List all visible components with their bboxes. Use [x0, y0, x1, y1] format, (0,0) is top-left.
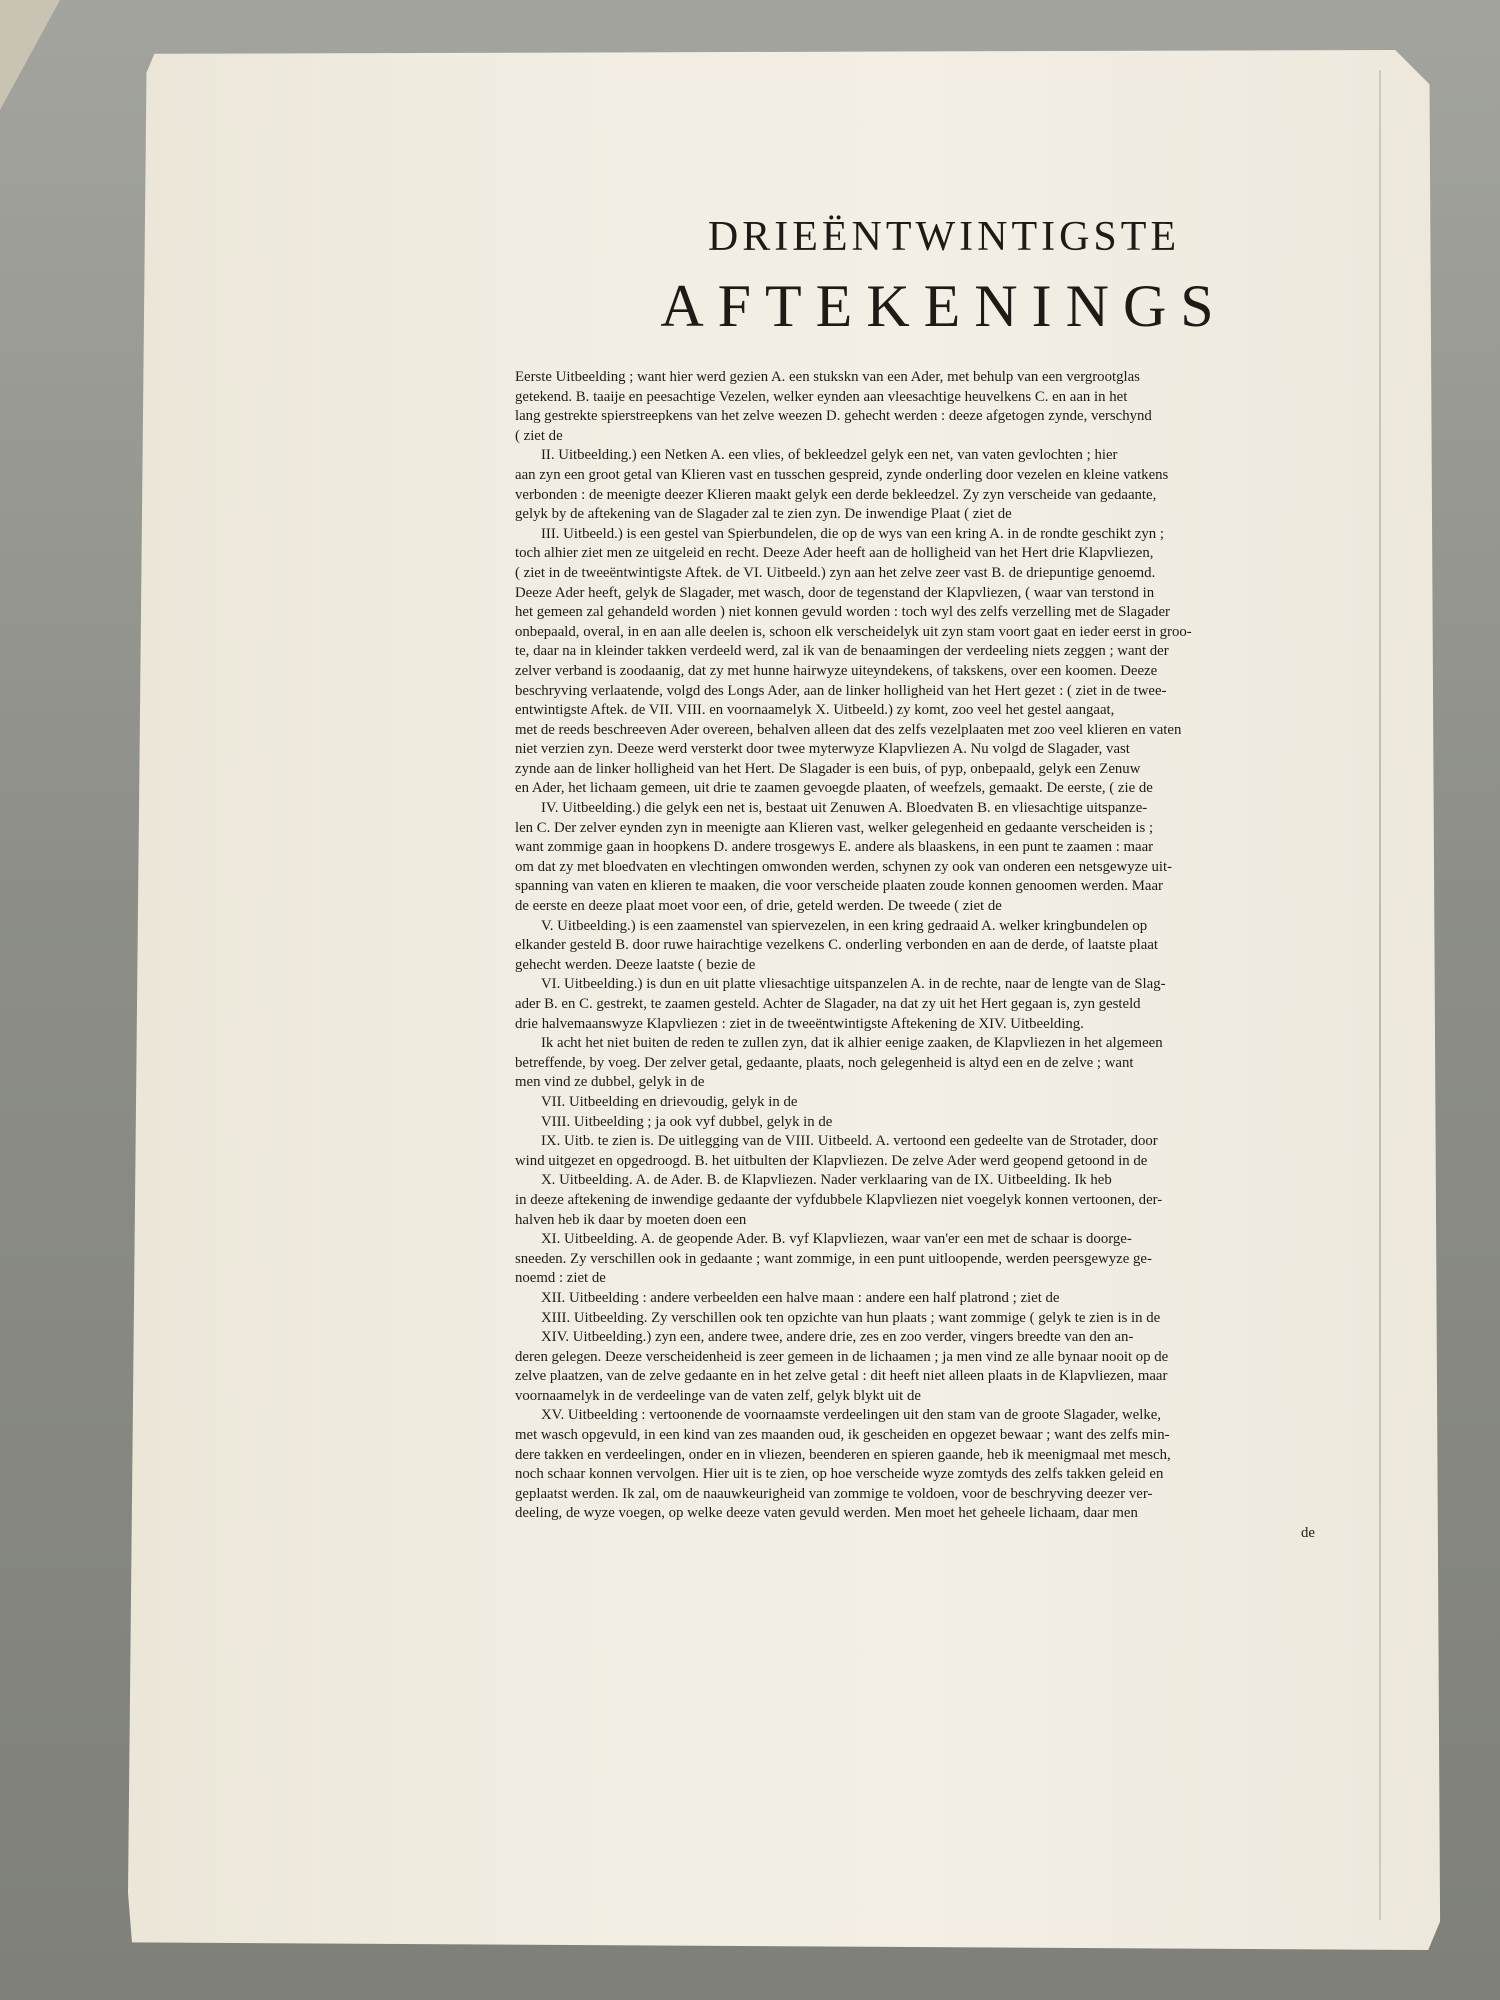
- text-line: men vind ze dubbel, gelyk in de: [515, 1074, 705, 1091]
- text-line: VII. Uitbeelding en drievoudig, gelyk in de: [541, 1093, 798, 1110]
- text-line: halven heb ik daar by moeten doen een: [515, 1211, 747, 1228]
- text-line: ( ziet in de tweeëntwintigste Aftek. de VI. Uitbeeld.) zyn aan het zelve zeer vast B. de driepuntige genoemd.: [515, 564, 1156, 581]
- text-line: getekend. B. taaije en peesachtige Vezelen, welker eynden aan vleesachtige heuvelkens C. en aan in het: [515, 388, 1128, 405]
- text-line: gehecht werden. Deeze laatste ( bezie de: [515, 956, 756, 973]
- text-line: deren gelegen. Deeze verscheidenheid is zeer gemeen in de lichaamen ; ja men vind ze alle bynaar nooit op de: [515, 1348, 1169, 1365]
- text-line: elkander gesteld B. door ruwe hairachtige vezelkens C. onderling verbonden en aan de derde, of laatste plaat: [515, 937, 1158, 954]
- text-line: de eerste en deeze plaat moet voor een, of drie, geteld werden. De tweede ( ziet de: [515, 898, 1002, 915]
- title-line-1: DRIEËNTWINTIGSTE: [707, 214, 1181, 260]
- text-line: zynde aan de linker holligheid van het Hert. De Slagader is een buis, of pyp, onbepaald, gelyk een Zenuw: [515, 760, 1141, 777]
- text-line: met de reeds beschreeven Ader overeen, behalven alleen dat des zelfs vezelplaaten met zoo veel klieren en vaten: [515, 721, 1182, 738]
- text-block: [515, 210, 1315, 1544]
- text-line: noemd : ziet de: [515, 1270, 606, 1287]
- body-text: [515, 368, 1315, 1544]
- text-line: niet verzien zyn. Deeze werd versterkt door twee myterwyze Klapvliezen A. Nu volgd de Slagader, vast: [515, 741, 1130, 758]
- text-line: verbonden : de meenigte deezer Klieren maakt gelyk een derde bekleedzel. Zy zyn verscheide van gedaante,: [515, 486, 1157, 503]
- text-line: dere takken en verdeelingen, onder en in vliezen, beenderen en spieren gaande, heb ik meenigmaal met mesch,: [515, 1446, 1171, 1463]
- text-line: lang gestrekte spierstreepkens van het zelve weezen D. gehecht werden : deeze afgetogen zynde, verschynd: [515, 408, 1152, 425]
- text-line: XI. Uitbeelding. A. de geopende Ader. B. vyf Klapvliezen, waar van'er een met de schaar is doorge-: [541, 1231, 1132, 1248]
- text-line: ader B. en C. gestrekt, te zaamen gesteld. Achter de Slagader, na dat zy uit het Hert gegaan is, zyn gesteld: [515, 996, 1141, 1012]
- text-line: drie halvemaanswyze Klapvliezen : ziet in de tweeëntwintigste Aftekening de XIV. Uitbeelding.: [515, 1015, 1084, 1032]
- text-line: aan zyn een groot getal van Klieren vast en tusschen gespreid, zynde onderling door vezelen en kleine vatkens: [515, 466, 1169, 483]
- text-line: zelver verband is zoodaanig, dat zy met hunne hairwyze uiteyndekens, of takskens, over een koomen. Deeze: [515, 662, 1158, 679]
- sheet-fold-line: [1379, 70, 1381, 1920]
- text-line: XIII. Uitbeelding. Zy verschillen ook ten opzichte van hun plaats ; want zommige ( gelyk te zien is in de: [541, 1309, 1161, 1326]
- text-line: te, daar na in kleinder takken verdeeld werd, zal ik van de benaamingen der verdeeling niets zeggen ; want der: [515, 643, 1169, 660]
- text-line: V. Uitbeelding.) is een zaamenstel van spiervezelen, in een kring gedraaid A. welker kringbundelen op: [541, 917, 1148, 934]
- text-line: het gemeen zal gehandeld worden ) niet konnen gevuld worden : toch wyl des zelfs verzelling met de Slagader: [515, 604, 1170, 621]
- text-line: IX. Uitb. te zien is. De uitlegging van de VIII. Uitbeeld. A. vertoond een gedeelte van de Strotader, door: [541, 1133, 1158, 1150]
- text-line: in deeze aftekening de inwendige gedaante der vyfdubbele Klapvliezen niet voegelyk konnen vertoonen, der-: [515, 1191, 1163, 1208]
- text-line: met wasch opgevuld, in een kind van zes maanden oud, ik gescheiden en opgezet bewaar ; want des zelfs min-: [515, 1427, 1170, 1444]
- text-line: voornaamelyk in de verdeelinge van de vaten zelf, gelyk blykt uit de: [515, 1387, 921, 1404]
- text-line: toch alhier ziet men ze uitgeleid en recht. Deeze Ader heeft aan de holligheid van het Hert drie Klapvliezen,: [515, 545, 1154, 562]
- text-line: Eerste Uitbeelding ; want hier werd gezien A. een stukskn van een Ader, met behulp van een vergrootglas: [515, 369, 1140, 385]
- text-line: X. Uitbeelding. A. de Ader. B. de Klapvliezen. Nader verklaaring van de IX. Uitbeelding. Ik heb: [541, 1172, 1112, 1189]
- text-line: sneeden. Zy verschillen ook in gedaante ; want zommige, in een punt uitloopende, werden peersgewyze ge-: [515, 1250, 1152, 1267]
- text-line: en Ader, het lichaam gemeen, uit drie te zaamen gevoegde plaaten, of weefzels, gemaakt. De eerste, ( zie de: [515, 780, 1153, 797]
- text-line: XII. Uitbeelding : andere verbeelden een halve maan : andere een half platrond ; ziet de: [541, 1289, 1060, 1306]
- text-line: Ik acht het niet buiten de reden te zullen zyn, dat ik alhier eenige zaaken, de Klapvliezen in het algemeen: [541, 1035, 1163, 1052]
- text-line: onbepaald, overal, in en aan alle deelen is, schoon elk verscheidelyk uit zyn stam voort gaat en ieder eerst in groo-: [515, 623, 1192, 640]
- text-line: wind uitgezet en opgedroogd. B. het uitbulten der Klapvliezen. De zelve Ader werd geopend getoond in de: [515, 1152, 1148, 1169]
- text-line: VIII. Uitbeelding ; ja ook vyf dubbel, gelyk in de: [541, 1113, 833, 1130]
- text-line: geplaatst werden. Ik zal, om de naauwkeurigheid van zommige te voldoen, voor de beschryving deezer ver-: [515, 1485, 1153, 1502]
- text-line: beschryving verlaatende, volgd des Longs Ader, aan de linker holligheid van het Hert gezet : ( ziet in de twee-: [515, 682, 1167, 699]
- text-line: VI. Uitbeelding.) is dun en uit platte vliesachtige uitspanzelen A. in de rechte, naar de lengte van de Slag-: [541, 976, 1166, 993]
- text-line: om dat zy met bloedvaten en vlechtingen omwonden werden, schynen zy ook van onderen een netsgewyze uit-: [515, 858, 1173, 875]
- text-line: gelyk by de aftekening van de Slagader zal te zien zyn. De inwendige Plaat ( ziet de: [515, 506, 1012, 523]
- text-line: spanning van vaten en klieren te maaken, die voor verscheide plaaten zoude konnen genoomen werden. Maar: [515, 878, 1163, 895]
- text-line: II. Uitbeelding.) een Netken A. een vlies, of bekleedzel gelyk een net, van vaten gevlochten ; hier: [541, 447, 1118, 464]
- text-line: len C. Der zelver eynden zyn in meenigte aan Klieren vast, welker gelegenheid en gedaante verscheiden is ;: [515, 819, 1154, 836]
- text-line: want zommige gaan in hoopkens D. andere trosgewys E. andere als blaaskens, in een punt te zaamen : maar: [515, 839, 1154, 856]
- text-line: III. Uitbeeld.) is een gestel van Spierbundelen, die op de wys van een kring A. in de rondte geschikt zyn ;: [541, 525, 1164, 542]
- text-line: noch schaar konnen vervolgen. Hier uit is te zien, op hoe verscheide wyze zomtyds des zelfs takken geleid en: [515, 1466, 1164, 1483]
- text-line: XIV. Uitbeelding.) zyn een, andere twee, andere drie, zes en zoo verder, vingers breedte van den an-: [541, 1329, 1134, 1346]
- text-line: IV. Uitbeelding.) die gelyk een net is, bestaat uit Zenuwen A. Bloedvaten B. en vliesachtige uitspanze-: [541, 800, 1148, 817]
- text-line: zelve plaatzen, van de zelve gedaante en in het zelve getal : dit heeft niet alleen plaats in de Klapvliezen, maar: [515, 1368, 1168, 1385]
- title-line-2: AFTEKENINGS: [660, 273, 1228, 339]
- text-line: betreffende, by voeg. Der zelver getal, gedaante, plaats, noch gelegenheid is altyd een en de zelve ; want: [515, 1054, 1134, 1071]
- catchword: de: [1301, 1525, 1315, 1542]
- text-line: Deeze Ader heeft, gelyk de Slagader, met wasch, door de tegenstand der Klapvliezen, ( waar van terstond in: [515, 584, 1155, 601]
- text-line: deeling, de wyze voegen, op welke deeze vaten gevuld werden. Men moet het geheele lichaam, daar men: [515, 1505, 1138, 1522]
- text-line: XV. Uitbeelding : vertoonende de voornaamste verdeelingen uit den stam van de groote Slagader, welke,: [541, 1407, 1162, 1424]
- text-line: ( ziet de: [515, 427, 563, 444]
- text-line: entwintigste Aftek. de VII. VIII. en voornaamelyk X. Uitbeeld.) zy komt, zoo veel het gestel aangaat,: [515, 702, 1115, 719]
